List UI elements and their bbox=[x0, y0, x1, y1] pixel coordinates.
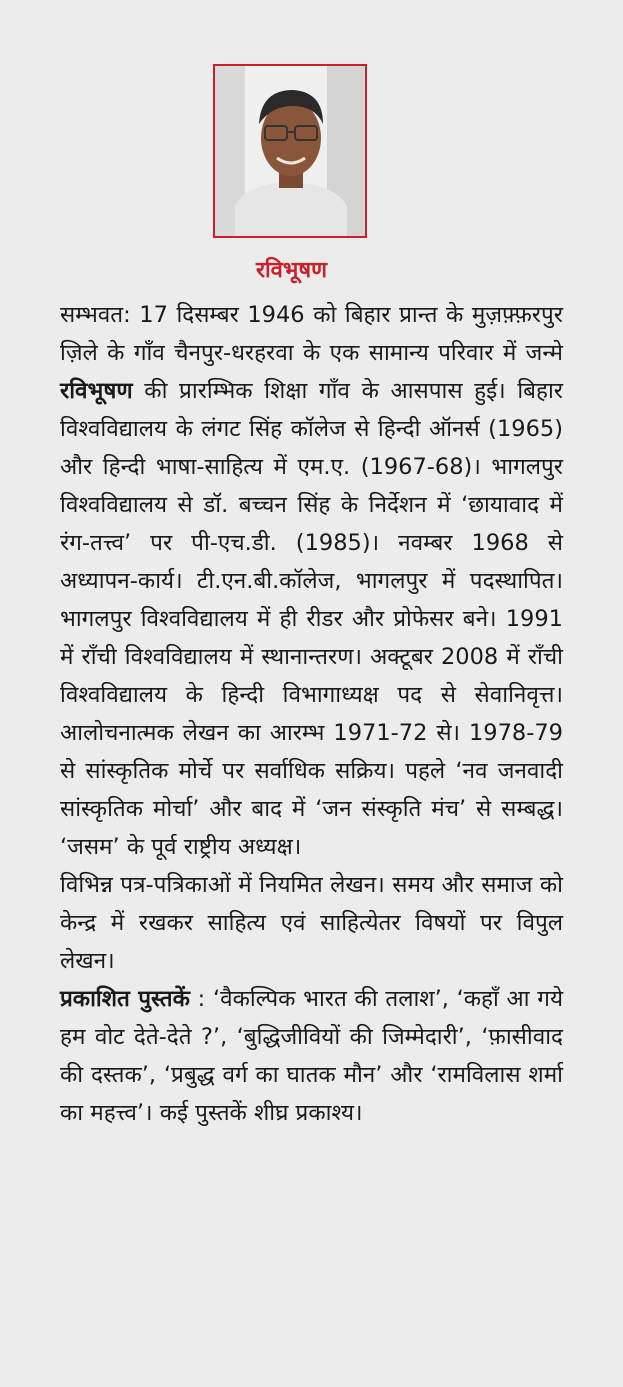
bio-p1-intro: सम्भवत: 17 दिसम्बर 1946 को बिहार प्रान्त के मुज़फ़्फ़रपुर ज़िले के गाँव चैनपुर-धरहरवा के एक सामान्य परिवार में जन्मे bbox=[60, 302, 563, 366]
bio-author-name-bold: रविभूषण bbox=[60, 378, 133, 404]
author-photo bbox=[213, 64, 367, 238]
published-books-label: प्रकाशित पुस्तकें bbox=[60, 986, 190, 1012]
bio-paragraph-2: विभिन्न पत्र-पत्रिकाओं में नियमित लेखन। समय और समाज को केन्द्र में रखकर साहित्य एवं साहित्येतर विषयों पर विपुल लेखन। bbox=[60, 872, 563, 974]
bio-p1-rest: की प्रारम्भिक शिक्षा गाँव के आसपास हुई। बिहार विश्वविद्यालय के लंगट सिंह कॉलेज से हिन्दी ऑनर्स (1965) और हिन्दी भाषा-साहित्य में एम.ए. (1967-68)। भागलपुर विश्वविद्यालय से डॉ. बच्चन सिंह के निर्देशन में ‘छायावाद में रंग-तत्त्व’ पर पी-एच.डी. (1985)। नवम्बर 1968 से अध्यापन-कार्य। टी.एन.बी.कॉलेज, भागलपुर में पदस्थापित। भागलपुर विश्वविद्यालय में ही रीडर और प्रोफेसर बने। 1991 में राँची विश्वविद्यालय में स्थानान्तरण। अक्टूबर 2008 में राँची विश्वविद्यालय के हिन्दी विभागाध्यक्ष पद से सेवानिवृत्त। आलोचनात्मक लेखन का आरम्भ 1971-72 से। 1978-79 से सांस्कृतिक मोर्चे पर सर्वाधिक सक्रिय। पहले ‘नव जनवादी सांस्कृतिक मोर्चा’ और बाद में ‘जन संस्कृति मंच’ से सम्बद्ध। ‘जसम’ के पूर्व राष्ट्रीय अध्यक्ष। bbox=[60, 378, 563, 860]
author-bio bbox=[60, 296, 563, 1132]
author-portrait-image bbox=[215, 66, 365, 236]
bio-paragraph-1 bbox=[60, 296, 563, 866]
published-books-list: : ‘वैकल्पिक भारत की तलाश’, ‘कहाँ आ गये हम वोट देते-देते ?’, ‘बुद्धिजीवियों की जिम्मेदारी’, ‘फ़ासीवाद की दस्तक’, ‘प्रबुद्ध वर्ग का घातक मौन’ और ‘रामविलास शर्मा का महत्त्व’। कई पुस्तकें शीघ्र प्रकाश्य। bbox=[60, 986, 563, 1126]
author-name: रविभूषण bbox=[255, 258, 328, 283]
bio-paragraph-3 bbox=[60, 980, 563, 1132]
